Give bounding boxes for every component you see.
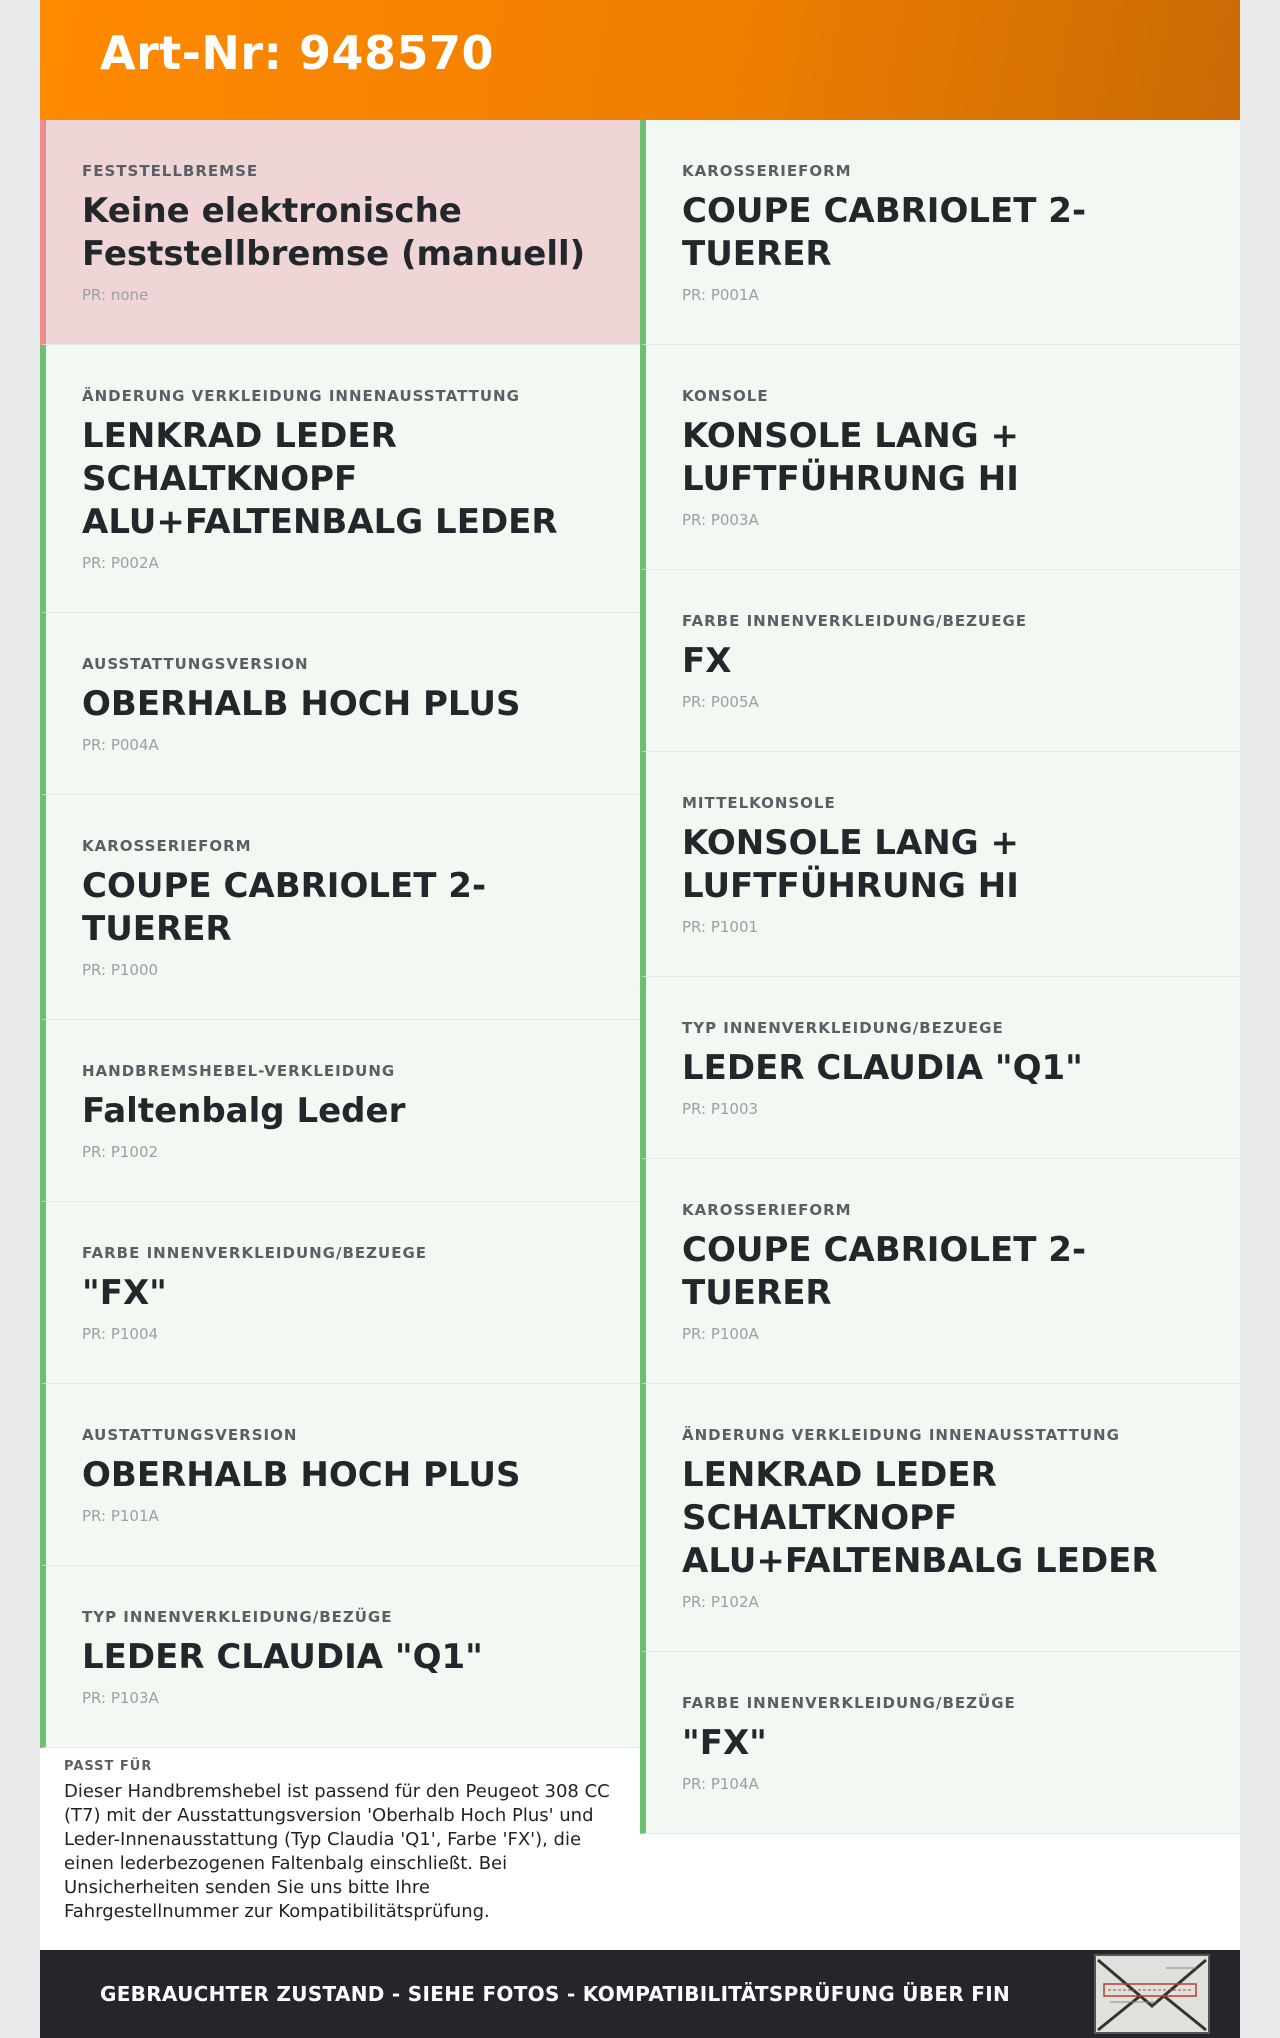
option-label: KAROSSERIEFORM	[682, 162, 852, 180]
option-card	[40, 1384, 640, 1566]
pr-code: PR: P1000	[82, 961, 159, 979]
option-label: MITTELKONSOLE	[682, 794, 836, 812]
pr-code: PR: P1003	[682, 1100, 759, 1118]
header-banner	[40, 0, 1240, 120]
option-label: FARBE INNENVERKLEIDUNG/BEZUEGE	[82, 1244, 428, 1262]
option-card	[640, 570, 1240, 752]
option-label: TYP INNENVERKLEIDUNG/BEZÜGE	[82, 1608, 393, 1626]
option-card	[40, 120, 640, 345]
option-card	[40, 613, 640, 795]
option-value: "FX"	[82, 1273, 167, 1313]
pr-code: PR: P103A	[82, 1689, 159, 1707]
pr-code: PR: P002A	[82, 554, 159, 572]
option-card	[640, 1652, 1240, 1834]
option-card	[640, 1384, 1240, 1652]
option-label: KAROSSERIEFORM	[82, 837, 252, 855]
option-value: OBERHALB HOCH PLUS	[82, 684, 521, 724]
compatibility-note	[40, 1735, 640, 1924]
pr-code: PR: P1004	[82, 1325, 159, 1343]
option-value: Keine elektronische Feststellbremse (manuell)	[82, 191, 586, 274]
option-card	[40, 795, 640, 1020]
pr-code: PR: P104A	[682, 1775, 759, 1793]
option-label: HANDBREMSHEBEL-VERKLEIDUNG	[82, 1062, 396, 1080]
option-label: ÄNDERUNG VERKLEIDUNG INNENAUSSTATTUNG	[682, 1426, 1120, 1444]
option-card	[640, 120, 1240, 345]
option-card	[40, 345, 640, 613]
option-label: FESTSTELLBREMSE	[82, 162, 259, 180]
pr-code: PR: P1001	[682, 918, 759, 936]
pr-code: PR: P100A	[682, 1325, 759, 1343]
pr-code: PR: P1002	[82, 1143, 159, 1161]
option-value: KONSOLE LANG + LUFTFÜHRUNG HI	[682, 823, 1019, 906]
option-card	[640, 345, 1240, 570]
option-value: LEDER CLAUDIA "Q1"	[82, 1637, 483, 1677]
option-label: FARBE INNENVERKLEIDUNG/BEZÜGE	[682, 1694, 1016, 1712]
option-value: "FX"	[682, 1723, 767, 1763]
option-card	[40, 1020, 640, 1202]
option-value: OBERHALB HOCH PLUS	[82, 1455, 521, 1495]
option-card	[640, 1159, 1240, 1384]
product-sheet	[40, 0, 1240, 2038]
option-value: LENKRAD LEDER SCHALTKNOPF ALU+FALTENBALG LEDER	[82, 416, 558, 542]
option-label: ÄNDERUNG VERKLEIDUNG INNENAUSSTATTUNG	[82, 387, 520, 405]
pr-code: PR: P004A	[82, 736, 159, 754]
option-label: AUSSTATTUNGSVERSION	[82, 655, 309, 673]
option-card	[640, 977, 1240, 1159]
option-value: LEDER CLAUDIA "Q1"	[682, 1048, 1083, 1088]
pr-code: PR: none	[82, 286, 149, 304]
options-column-left	[40, 120, 640, 1748]
pr-code: PR: P001A	[682, 286, 759, 304]
option-card	[40, 1566, 640, 1748]
option-card	[40, 1202, 640, 1384]
option-label: KAROSSERIEFORM	[682, 1201, 852, 1219]
option-label: TYP INNENVERKLEIDUNG/BEZUEGE	[682, 1019, 1004, 1037]
pr-code: PR: P101A	[82, 1507, 159, 1525]
pr-code: PR: P005A	[682, 693, 759, 711]
option-label: AUSTATTUNGSVERSION	[82, 1426, 298, 1444]
options-column-right	[640, 120, 1240, 1834]
option-label: FARBE INNENVERKLEIDUNG/BEZUEGE	[682, 612, 1028, 630]
option-value: KONSOLE LANG + LUFTFÜHRUNG HI	[682, 416, 1019, 499]
option-value: COUPE CABRIOLET 2-TUERER	[682, 1230, 1087, 1313]
option-label: KONSOLE	[682, 387, 769, 405]
pr-code: PR: P102A	[682, 1593, 759, 1611]
option-value: Faltenbalg Leder	[82, 1091, 406, 1131]
compatibility-label: PASST FÜR	[64, 1759, 153, 1774]
option-value: FX	[682, 641, 732, 681]
compatibility-text: Dieser Handbremshebel ist passend für den Peugeot 308 CC (T7) mit der Ausstattungsversion 'Oberhalb Hoch Plus' und Leder-Innenausstattung (Typ Claudia 'Q1', Farbe 'FX'), die einen lederbezogenen Faltenbalg einschließt. Bei Unsicherheiten senden Sie uns bitte Ihre Fahrgestellnummer zur Kompatibilitätsprüfung.	[64, 1781, 610, 1922]
option-value: LENKRAD LEDER SCHALTKNOPF ALU+FALTENBALG LEDER	[682, 1455, 1158, 1581]
option-value: COUPE CABRIOLET 2-TUERER	[682, 191, 1087, 274]
pr-code: PR: P003A	[682, 511, 759, 529]
article-number-title: Art-Nr: 948570	[100, 26, 495, 80]
option-value: COUPE CABRIOLET 2-TUERER	[82, 866, 487, 949]
envelope-stamp-icon	[1094, 1954, 1210, 2034]
footer-bar	[40, 1950, 1240, 2038]
footer-condition-text: GEBRAUCHTER ZUSTAND - SIEHE FOTOS - KOMPATIBILITÄTSPRÜFUNG ÜBER FIN	[100, 1982, 1011, 2006]
option-card	[640, 752, 1240, 977]
